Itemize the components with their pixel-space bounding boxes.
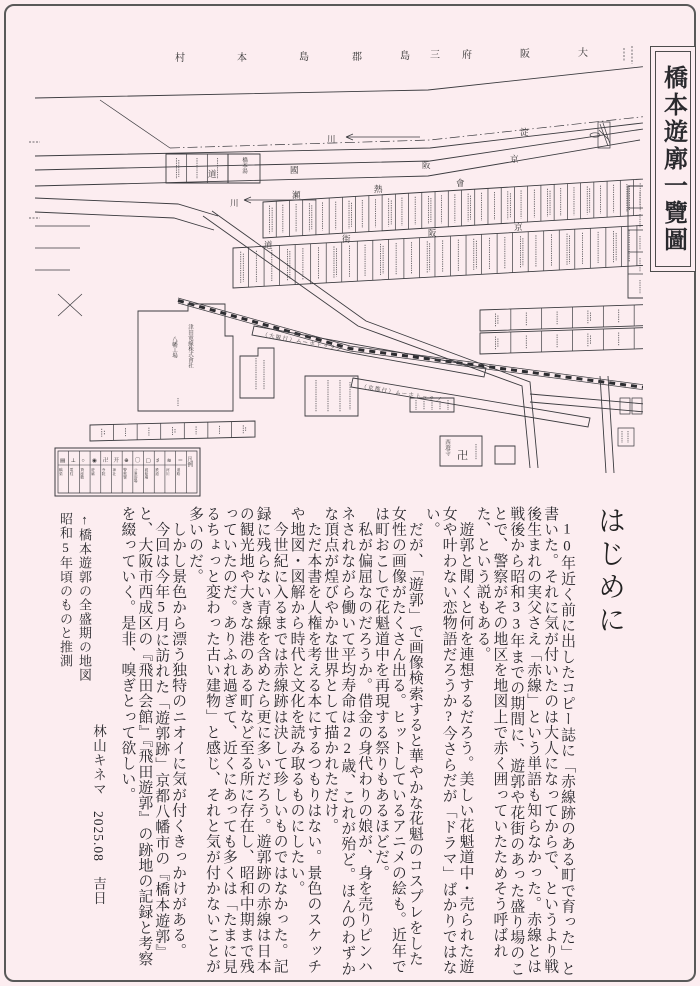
intro-paragraph: 今回は今年5月に訪れた「遊郭跡」京都八幡市の『橋本遊郭』と、大阪市西成区の『飛田会館』『飛田遊郭』の跡地の記録と考察を綴っていく。是非、嗅ぎとって欲しい。 — [119, 506, 170, 967]
svg-text:神社: 神社 — [112, 468, 117, 476]
intro-paragraph: 遊郭と聞くと何を連想するだろう。美しい花魁道中・売られた遊女や叶わない恋物語だろうか?今さらだが「ドラマ」ばかりではない。 — [423, 506, 474, 976]
intro-heading: はじめに — [594, 506, 625, 638]
svg-text:（京都行）ムーホトッラプ: （京都行）ムーホトッラプ — [360, 384, 443, 404]
svg-text:凡例: 凡例 — [186, 456, 193, 467]
svg-text:⊕: ⊕ — [124, 458, 129, 464]
svg-text:河川: 河川 — [166, 468, 171, 476]
svg-text:＝: ＝ — [177, 458, 184, 464]
signature: 林山キネマ 2025.08 吉日 — [91, 724, 106, 906]
saiyuji-temple — [440, 436, 515, 466]
svg-text:島: 島 — [299, 52, 309, 63]
shore-marks — [29, 46, 632, 316]
svg-text:會: 會 — [456, 178, 465, 188]
svg-text:三: 三 — [430, 50, 440, 61]
svg-text:公衆浴場: 公衆浴場 — [134, 468, 139, 483]
hand-drawn-map — [28, 36, 643, 506]
intro-paragraph: ただ本書を人権を考える本にするつもりはない。景色のスケッチや地図・図解から時代と文化を読み取るものにしたい。 — [288, 506, 322, 974]
svg-text:警察署: 警察署 — [123, 468, 128, 479]
yodo-river — [35, 64, 643, 156]
map-title: 橋本遊廓一覽圖 — [655, 51, 691, 267]
bathhouse-building — [228, 154, 260, 183]
svg-text:♯: ♯ — [156, 458, 159, 464]
svg-text:卍: 卍 — [102, 458, 109, 464]
svg-text:西遊寺: 西遊寺 — [444, 439, 450, 456]
svg-text:京: 京 — [510, 154, 519, 164]
svg-text:≋: ≋ — [166, 458, 172, 464]
map-captions — [56, 512, 94, 727]
svg-text:街: 街 — [342, 234, 351, 244]
map-region-name — [175, 46, 588, 64]
svg-text:瀬: 瀬 — [292, 190, 301, 200]
svg-text:鉄道: 鉄道 — [155, 468, 160, 476]
svg-text:○: ○ — [81, 458, 85, 464]
svg-text:阪: 阪 — [428, 228, 437, 238]
intro-section — [119, 506, 642, 982]
svg-text:八幡工場: 八幡工場 — [171, 336, 177, 358]
svg-text:川: 川 — [327, 134, 336, 144]
svg-text:渡船場: 渡船場 — [144, 468, 149, 479]
channel — [35, 197, 316, 230]
svg-text:▢: ▢ — [145, 458, 151, 464]
svg-text:熱: 熱 — [374, 184, 383, 194]
svg-text:开: 开 — [113, 458, 119, 464]
building-lots — [90, 154, 643, 441]
svg-text:道: 道 — [208, 169, 217, 179]
svg-text:電柱: 電柱 — [70, 468, 75, 476]
svg-text:道: 道 — [264, 240, 273, 250]
svg-text:貸座敷: 貸座敷 — [80, 468, 85, 479]
map-title-box — [650, 46, 696, 272]
svg-text:郡: 郡 — [352, 52, 362, 63]
intro-paragraph: しかし景色から漂う独特のニオイに気が付くきっかけがある。 — [170, 506, 187, 959]
map-caption-line: 昭和5年頃のものと推測 — [58, 512, 73, 668]
building-lots-right — [628, 186, 643, 298]
svg-text:▤: ▤ — [60, 458, 66, 464]
factory-building — [138, 304, 233, 411]
svg-text:國: 國 — [290, 165, 299, 175]
svg-text:（大阪行）ムーホトッラプ: （大阪行）ムーホトッラプ — [261, 332, 344, 353]
svg-text:本: 本 — [237, 53, 247, 64]
svg-text:村: 村 — [175, 53, 185, 64]
svg-text:⊥: ⊥ — [70, 458, 76, 464]
temple-building — [240, 348, 274, 398]
intro-paragraph: 10年近く前に出したコピー誌に「赤線跡のある町で育った」と書いた。それに気が付いたのは大人になってからで、というより戦後生まれの実父さえ「赤線」という単語も知らなかった。赤線とは戦後から昭和33年までの期間に、遊郭や花街のあった盛り場のことで、警察がその地区を地図上で赤く囲っていたためそう呼ばれた、という説もある。 — [474, 506, 575, 977]
svg-text:◉: ◉ — [92, 458, 97, 464]
svg-text:阪: 阪 — [422, 160, 431, 170]
intro-paragraph: 私が偏屈なのだろうか。借金の身代わりの娘が、身を売りピンハネされながら働いて平均寿命は22歳、これが殆ど。ほんのわずかな頂点が煌びやかな世界として描かれただけ。 — [322, 506, 373, 977]
svg-text:阪: 阪 — [520, 49, 530, 60]
svg-text:津田電線株式會社: 津田電線株式會社 — [187, 324, 193, 368]
intro-paragraph: だが、「遊郭」で画像検索すると華やかな花魁のコスプレをした女性の画像がたくさん出る。ヒットしているアニメの絵も。近年では町おこしで花魁道中を再現する祭りもあるほどだ。 — [373, 506, 423, 974]
svg-text:川: 川 — [230, 198, 239, 208]
svg-text:橋梁: 橋梁 — [59, 468, 64, 476]
svg-text:大: 大 — [578, 48, 588, 59]
svg-text:寺院: 寺院 — [102, 468, 107, 476]
svg-text:府: 府 — [462, 50, 472, 61]
manji-icon: 卍 — [457, 450, 468, 462]
map-legend — [55, 448, 200, 496]
svg-text:〇: 〇 — [134, 458, 141, 464]
intro-paragraph: 今世紀に入るまでは赤線跡は決して珍しいものではなかった。記録に残らない青線を含めたら更に多いだろう。遊郭跡の赤線は日本の観光地や大きな港のある町など至る所に存在し、昭和中期まで残っていたのだ。ありふれ過ぎて、近くにあっても多くは「たまに見るちょっと変わった古い建物」と感じ、それと気が付かないことが多いのだ。 — [187, 506, 288, 974]
svg-text:遊廓: 遊廓 — [91, 468, 96, 476]
svg-text:橋本湯: 橋本湯 — [241, 157, 247, 174]
map-caption-line: ↑橋本遊郭の全盛期の地図 — [77, 512, 92, 682]
svg-text:島: 島 — [400, 51, 410, 62]
bottom-right-area — [600, 376, 643, 473]
office-building — [305, 376, 358, 416]
svg-text:道路: 道路 — [176, 468, 181, 476]
svg-text:京: 京 — [514, 222, 523, 232]
svg-text:淀: 淀 — [520, 127, 529, 137]
